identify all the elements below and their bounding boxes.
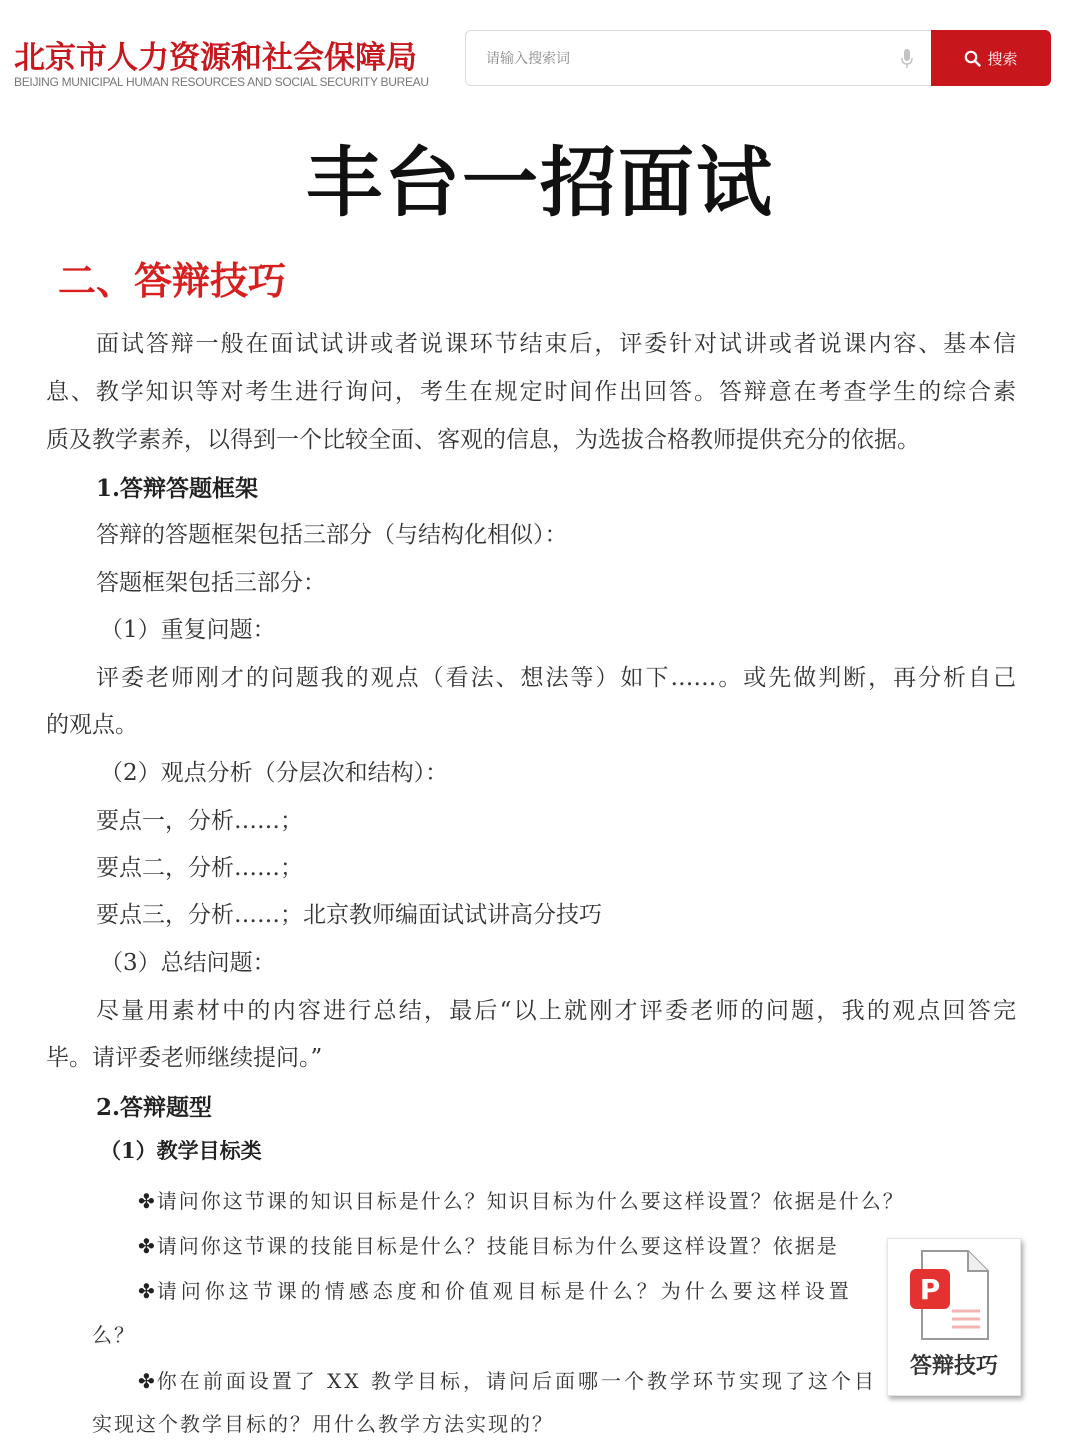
search-icon — [964, 50, 981, 67]
step-3-text-2: 毕。请评委老师继续提问。” — [46, 1045, 323, 1071]
logo-english: BEIJING MUNICIPAL HUMAN RESOURCES AND SOCIAL SECURITY BUREAU — [14, 75, 429, 89]
question-continuation: 么？ — [92, 1323, 136, 1347]
powerpoint-file-icon — [908, 1249, 990, 1341]
framework-parts: 答题框架包括三部分： — [96, 570, 326, 596]
site-header — [0, 0, 1080, 110]
attachment-label: 答辩技巧 — [909, 1354, 998, 1379]
point-2: 要点二，分析……； — [96, 855, 303, 881]
bullet-icon: ✤ — [138, 1369, 155, 1393]
step-3-text-1: 尽量用素材中的内容进行总结，最后“以上就刚才评委老师的问题，我的观点回答完 — [96, 998, 1016, 1024]
intro-line-2: 息、教学知识等对考生进行询问，考生在规定时间作出回答。答辩意在考查学生的综合素 — [46, 379, 1016, 405]
step-3-heading: （3）总结问题： — [100, 950, 276, 976]
search-button[interactable] — [931, 30, 1051, 86]
point-3: 要点三，分析……；北京教师编面试试讲高分技巧 — [96, 902, 602, 928]
question-continuation: 实现这个教学目标的？用什么教学方法实现的？ — [92, 1412, 554, 1436]
framework-desc: 答辩的答题框架包括三部分（与结构化相似）： — [96, 522, 568, 548]
question-type-objectives: （1）教学目标类 — [100, 1138, 262, 1163]
intro-line-1: 面试答辩一般在面试试讲或者说课环节结束后，评委针对试讲或者说课内容、基本信 — [96, 331, 1016, 357]
bullet-icon: ✤ — [138, 1189, 155, 1213]
logo-chinese[interactable]: 北京市人力资源和社会保障局 — [14, 40, 417, 76]
step-1-text-1: 评委老师刚才的问题我的观点（看法、想法等）如下……。或先做判断，再分析自己 — [96, 665, 1016, 691]
step-1-text-2: 的观点。 — [46, 712, 138, 738]
search-input[interactable] — [484, 31, 888, 87]
svg-text:P: P — [919, 1273, 941, 1306]
search-bar — [465, 30, 1050, 86]
page-title: 丰台一招面试 — [306, 138, 774, 227]
bullet-icon: ✤ — [138, 1279, 155, 1303]
point-1: 要点一，分析……； — [96, 808, 303, 834]
question-item: ✤ 请问你这节课的情感态度和价值观目标是什么？为什么要这样设置 — [138, 1279, 853, 1303]
section-heading: 二、答辩技巧 — [58, 259, 287, 303]
microphone-icon[interactable] — [899, 48, 915, 70]
step-2-heading: （2）观点分析（分层次和结构）： — [100, 760, 449, 786]
step-1-heading: （1）重复问题： — [100, 617, 276, 643]
question-item: ✤ 你在前面设置了 XX 教学目标，请问后面哪一个教学环节实现了这个目 — [138, 1369, 877, 1393]
search-button-label: 搜索 — [987, 49, 1018, 68]
subheading-question-types: 2.答辩题型 — [96, 1094, 213, 1121]
question-item: ✤ 请问你这节课的知识目标是什么？知识目标为什么要这样设置？依据是什么？ — [138, 1189, 905, 1213]
subheading-framework: 1.答辩答题框架 — [96, 475, 259, 502]
bullet-icon: ✤ — [138, 1234, 155, 1258]
attachment-card[interactable] — [887, 1238, 1021, 1396]
question-item: ✤ 请问你这节课的技能目标是什么？技能目标为什么要这样设置？依据是 — [138, 1234, 839, 1258]
intro-line-3: 质及教学素养，以得到一个比较全面、客观的信息，为选拔合格教师提供充分的依据。 — [46, 427, 920, 453]
